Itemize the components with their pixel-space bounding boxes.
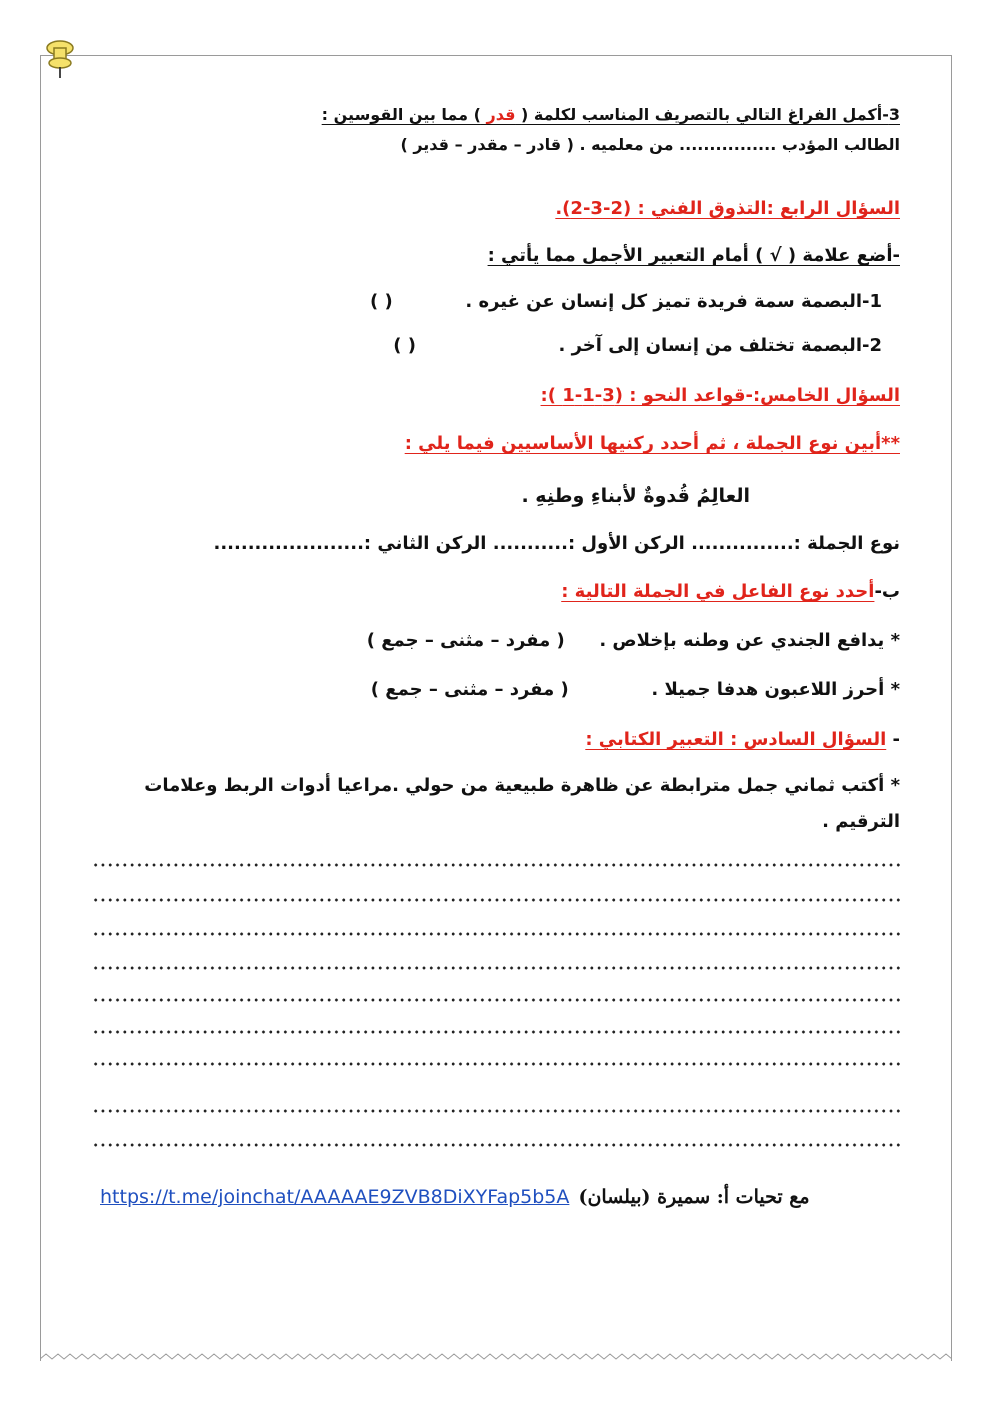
q4-instruction: -أضع علامة ( √ ) أمام التعبير الأجمل مما يأتي :: [487, 245, 900, 266]
options: ( مفرد – مثنى – جمع ): [366, 630, 565, 651]
answer-line[interactable]: [92, 966, 900, 970]
q5-part-b-title: أحدد نوع الفاعل في الجملة التالية :: [561, 581, 875, 602]
telegram-link[interactable]: https://t.me/joinchat/AAAAAE9ZVB8DiXYFap5b5A: [100, 1186, 570, 1208]
q5-fields[interactable]: نوع الجملة :............... الركن الأول :........... الركن الثاني :......................: [213, 533, 900, 554]
q5-sentence: العالِمُ قُدوةٌ لأبناءِ وطنِهِ .: [521, 485, 750, 507]
answer-box[interactable]: ( ): [370, 291, 393, 312]
q3-title: 3-أكمل الفراغ التالي بالتصريف المناسب لكلمة ( قدر ) مما بين القوسين :: [321, 105, 900, 124]
q4-title: السؤال الرابع :التذوق الفني : (2-3-2).: [555, 198, 900, 219]
answer-line[interactable]: [92, 898, 900, 902]
options: ( مفرد – مثنى – جمع ): [370, 679, 569, 700]
pushpin-icon: [40, 36, 80, 80]
q6-title: السؤال السادس : التعبير الكتابي :: [585, 729, 887, 750]
answer-line[interactable]: [92, 998, 900, 1002]
q5-item-1: * يدافع الجندي عن وطنه بإخلاص . ( مفرد – مثنى – جمع ): [366, 630, 900, 651]
signature: مع تحيات أ: سميرة (بيلسان): [578, 1186, 810, 1208]
q3-sentence: الطالب المؤدب ................ من معلميه . ( قادر – مقدر – قدير ): [400, 135, 900, 154]
q5-part-a: **أبين نوع الجملة ، ثم أحدد ركنيها الأساسيين فيما يلي :: [404, 433, 900, 454]
answer-line[interactable]: [92, 932, 900, 936]
answer-box[interactable]: ( ): [393, 335, 416, 356]
q5-title: السؤال الخامس:-قواعد النحو : (3-1-1 ):: [540, 385, 900, 406]
q3-title-word: قدر: [486, 105, 516, 124]
answer-line[interactable]: [92, 1030, 900, 1034]
answer-line[interactable]: [92, 1109, 900, 1113]
q6-prompt-line-2: الترقيم .: [822, 811, 900, 832]
answer-line[interactable]: [92, 1143, 900, 1147]
zigzag-border: [40, 1352, 952, 1366]
q5-item-2: * أحرز اللاعبون هدفا جميلا . ( مفرد – مثنى – جمع ): [370, 679, 900, 700]
q6-prompt-line-1: * أكتب ثماني جمل مترابطة عن ظاهرة طبيعية من حولي .مراعيا أدوات الربط وعلامات: [144, 775, 900, 796]
q4-item-2: 2-البصمة تختلف من إنسان إلى آخر . ( ): [393, 335, 882, 356]
answer-line[interactable]: [92, 863, 900, 867]
q6-heading: - السؤال السادس : التعبير الكتابي :: [585, 729, 900, 750]
answer-line[interactable]: [92, 1062, 900, 1066]
q4-item-1: 1-البصمة سمة فريدة تميز كل إنسان عن غيره . ( ): [370, 291, 882, 312]
footer: [100, 1186, 810, 1208]
q5-part-b: ب-أحدد نوع الفاعل في الجملة التالية :: [561, 581, 900, 602]
